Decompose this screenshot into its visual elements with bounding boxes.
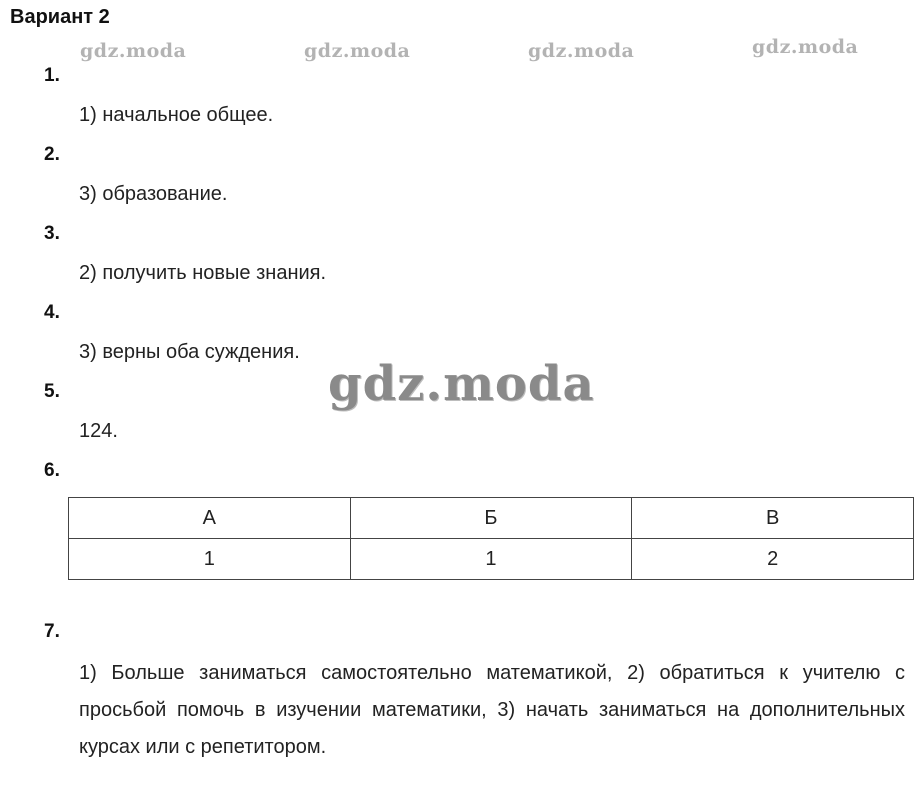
watermark-large: gdz.moda: [328, 356, 595, 412]
question-number: 7.: [44, 621, 60, 642]
question-number: 2.: [44, 144, 60, 165]
table-header-cell: А: [69, 498, 351, 539]
question-number: 1.: [44, 65, 60, 86]
question-number: 6.: [44, 460, 60, 481]
table-cell: 2: [632, 539, 914, 580]
answer-text: 1) начальное общее.: [79, 104, 274, 126]
table-header-row: [69, 498, 914, 539]
page-title: Вариант 2: [10, 6, 110, 28]
watermark: gdz.moda: [528, 40, 635, 62]
watermark: gdz.moda: [80, 40, 187, 62]
question-number: 5.: [44, 381, 60, 402]
answer-text: 3) образование.: [79, 183, 228, 205]
answer-text: 3) верны оба суждения.: [79, 341, 300, 363]
question-number: 4.: [44, 302, 60, 323]
answer-text: 2) получить новые знания.: [79, 262, 327, 284]
watermark: gdz.moda: [304, 40, 411, 62]
answer-text: 1) Больше заниматься самостоятельно математикой, 2) обратиться к учителю с просьбой помочь в изучении математики, 3) начать заниматься на дополнительных курсах или с репетитором.: [79, 662, 905, 758]
watermark: gdz.moda: [752, 36, 859, 58]
table-cell: 1: [350, 539, 632, 580]
question-number: 3.: [44, 223, 60, 244]
table-header-cell: Б: [350, 498, 632, 539]
answer-table: [68, 497, 914, 580]
table-header-cell: В: [632, 498, 914, 539]
answer-text: 124.: [79, 420, 118, 442]
table-row: [69, 539, 914, 580]
table-cell: 1: [69, 539, 351, 580]
